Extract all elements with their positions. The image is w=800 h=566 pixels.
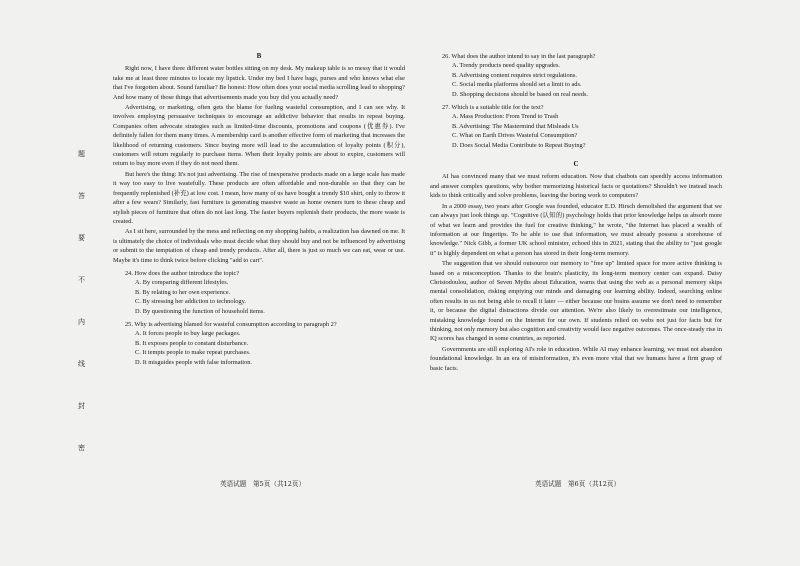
question-block (430, 52, 722, 99)
section-heading: B (256, 52, 262, 60)
answer-option: C. Social media platforms should set a limit to ads. (452, 81, 582, 89)
answer-option: B. It exposes people to constant disturbance. (135, 339, 249, 347)
section-heading: C (573, 160, 579, 169)
answer-option: A. Trendy products need quality upgrades. (452, 62, 561, 70)
answer-option: B. Advertising content requires strict regulations. (452, 71, 577, 79)
page-footer: 英语试题 第5页（共12页） (220, 480, 306, 488)
question-block (113, 269, 405, 316)
margin-char: 答 (78, 192, 85, 200)
margin-char: 要 (78, 234, 85, 242)
margin-char: 不 (78, 276, 85, 284)
question-stem: 26. What does the author intend to say in the last paragraph? (442, 53, 596, 60)
page-footer: 英语试题 第6页（共12页） (535, 480, 621, 488)
answer-option: C. By stressing her addiction to technology. (135, 298, 246, 306)
passage-paragraph: In a 2000 essay, two years after Google was founded, educator E.D. Hirsch demolished the argument that we can always just look things up. "Cognitive (认知的) psychology holds that prior knowledge helps us absorb more of what we learn and provides the fuel for creative thinking," he wrote, "the Internet has placed a wealth of information at our fingertips. To be able to use that information, we must already possess a storehouse of knowledge." Nick Gibb, a former UK school minister, echoed this in 2021, stating that the ability to "just google it" is highly dependent on what a person has stored in their long-term memory. (430, 202, 722, 257)
margin-char: 内 (78, 318, 85, 326)
passage-paragraph: But here's the thing: It's not just advertising. The rise of inexpensive products made on a large scale has made it way too easy to live wastefully. These products are often affordable and non-durable so that they can be frequently replenished (补充) at low cost. I mean, how many of us have bought a trendy $10 shirt, only to throw it after a few wears? Similarly, fast furniture is generating massive waste as home owners turn to these cheap and stylish pieces of furniture that often do not last long. The faster buyers replenish their products, the more waste is created. (113, 170, 405, 225)
answer-option: C. It tempts people to make repeat purchases. (135, 349, 251, 357)
margin-char: 密 (78, 444, 85, 452)
answer-option: D. Does Social Media Contribute to Repeat Buying? (452, 141, 586, 149)
binding-margin-notice (78, 150, 92, 452)
passage-paragraph: Governments are still exploring AI's role in education. While AI may enhance learning, we must not abandon foundational knowledge. In an era of misinformation, it's even more vital that we humans have a firm grasp of basic facts. (430, 345, 722, 372)
passage-paragraph: Right now, I have three different water bottles sitting on my desk. My makeup table is so messy that it would take me at least three minutes to locate my lipstick. Under my bed I have bags, purses and who knows what else that I've forgotten about. Sound familiar? Be honest: How often does your social media scrolling lead to shopping? And how many of those things that advertisements made you buy did you actually need? (113, 65, 405, 101)
question-block (113, 320, 405, 367)
passage-paragraph: As I sit here, surrounded by the mess and reflecting on my shopping habits, a realization has dawned on me. It is ultimately the choice of individuals who must decide what they should buy and not be influenced by advertising or submit to the temptation of cheap and trendy products. After all, there is just so much we can eat, wear or use. Maybe it's time to think twice before clicking "add to cart". (113, 228, 405, 264)
question-block (430, 103, 722, 150)
answer-option: B. By relating to her own experience. (135, 288, 231, 296)
answer-option: D. By questioning the function of household items. (135, 307, 265, 315)
margin-char: 题 (78, 150, 85, 158)
answer-option: A. It forces people to buy large packages. (135, 330, 241, 338)
question-stem: 27. Which is a suitable title for the text? (442, 104, 544, 112)
margin-char: 线 (78, 360, 85, 368)
answer-option: D. It misguides people with false information. (135, 358, 252, 366)
margin-char: 封 (78, 402, 85, 410)
question-stem: 24. How does the author introduce the topic? (125, 269, 240, 277)
passage-paragraph: Advertising, or marketing, often gets the blame for fueling wasteful consumption, and I can see why. It involves employing persuasive techniques to encourage an addictive behavior that results in repeat buying. Companies often advocate strategies such as limited-time discounts, promotions and coupons (优惠券). I've definitely fallen for them many times. A membership card is another effective form of marketing that increases the likelihood of returning customers. Since buying more will lead to the accumulation of loyalty points (积分), customers will return regularly to purchase items. When their loyalty points are about to expire, customers will return to buy more even if they do not need them. (113, 104, 405, 168)
answer-option: A. Mass Production: From Trend to Trash (452, 113, 559, 121)
question-stem: 25. Why is advertising blamed for wasteful consumption according to paragraph 2? (125, 320, 337, 328)
answer-option: B. Advertising: The Mastermind that Misleads Us (452, 122, 579, 130)
passage-paragraph: AI has convinced many that we must reform education. Now that chatbots can speedily access information and answer complex questions, why bother memorizing historical facts or quotations? Shouldn't we instead teach kids to think critically and solve problems, leaving the boring work to computers? (430, 173, 722, 200)
answer-option: D. Shopping decisions should be based on real needs. (452, 90, 589, 98)
answer-option: C. What on Earth Drives Wasteful Consumption? (452, 132, 578, 140)
answer-option: A. By comparing different lifestyles. (135, 279, 229, 287)
passage-paragraph: The suggestion that we should outsource our memory to "free up" limited space for more active thinking is based on a misconception. Thanks to the brain's plasticity, its long-term memory center can expand. Daisy Christodoulou, author of Seven Myths about Education, warns that using the web as a personal memory skips mental consolidation, risking emptying our minds and damaging our learning ability. Indeed, searching online often results in us not being able to recall it later — either because our brains assume we don't need to remember it, or because the digital distractions divide our attention. We're also likely to overestimate our intelligence, mistaking knowledge found on the Internet for our own. If students relied on webs not just for facts but for thinking, not only memory but also cognition and creativity would face negative outcomes. The once-steady rise in IQ scores has changed in some countries, as reported. (430, 260, 722, 343)
left-page-column (113, 52, 405, 367)
right-page-column (430, 52, 722, 374)
